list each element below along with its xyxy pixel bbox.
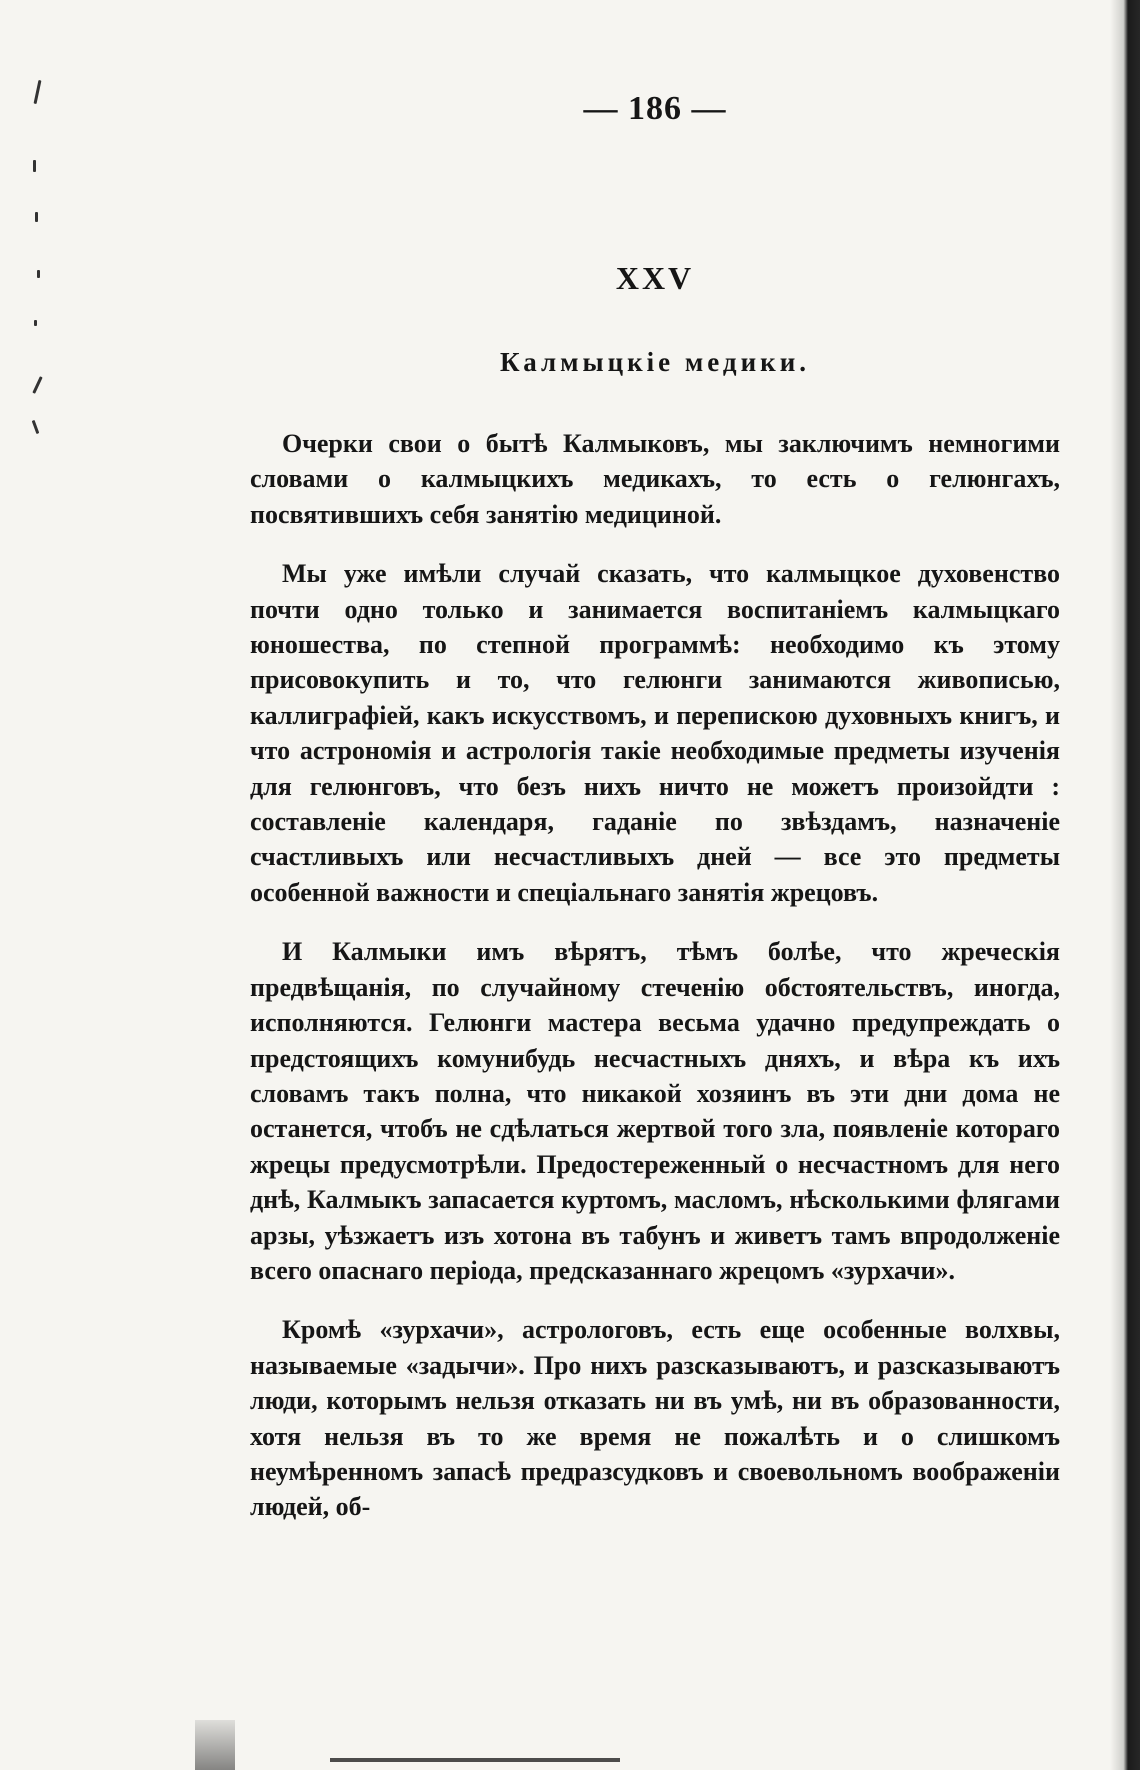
page-text: [250, 90, 1060, 1549]
paragraph: Мы уже имѣли случай сказать, что калмыцкое духовенство почти одно только и занимается воспитаніемъ калмыцкаго юношества, по степной программѣ: необходимо къ этому присовокупить и то, что гелюнги занимаются живописью, каллиграфіей, какъ искусствомъ, и перепискою духовныхъ книгъ, и что астрономія и астрологія такіе необходимые предметы изученія для гелюнговъ, что безъ нихъ ничто не можетъ произойдти : составленіе календаря, гаданіе по звѣздамъ, назначеніе счастливыхъ или несчастливыхъ дней — все это предметы особенной важности и спеціальнаго занятія жрецовъ.: [250, 559, 1060, 907]
chapter-number: XXV: [615, 260, 695, 296]
speck: [32, 420, 40, 434]
paragraph: И Калмыки имъ вѣрятъ, тѣмъ болѣе, что жреческія предвѣщанія, по случайному стеченію обстоятельствъ, иногда, исполняются. Гелюнги мастера весьма удачно предупреждать о предстоящихъ комунибудь несчастныхъ дняхъ, и вѣра къ ихъ словамъ такъ полна, что никакой хозяинъ въ эти дни дома не останется, чтобъ не сдѣлаться жертвой того зла, появленіе котораго жрецы предусмотрѣли. Предостереженный о несчастномъ для него днѣ, Калмыкъ запасается куртомъ, масломъ, нѣсколькими флягами арзы, уѣзжаетъ изъ хотона въ табунъ и живетъ тамъ впродолженіе всего опаснаго періода, предсказаннаго жрецомъ «зурхачи».: [250, 937, 1060, 1285]
page-number: — 186 —: [583, 90, 727, 127]
speck: [35, 212, 38, 222]
chapter-title: Калмыцкіе медики.: [499, 347, 811, 377]
left-margin-specks: [28, 80, 48, 440]
scan-dark-edge: [1110, 0, 1140, 1770]
bottom-scan-smudge: [195, 1720, 235, 1770]
speck: [33, 160, 36, 172]
speck: [37, 270, 40, 278]
speck: [32, 376, 42, 394]
speck: [34, 80, 42, 104]
paragraph: Очерки свои о бытѣ Калмыковъ, мы заключимъ немногими словами о калмыцкихъ медикахъ, то есть о гелюнгахъ, посвятившихъ себя занятію медициной.: [250, 429, 1060, 529]
speck: [34, 320, 37, 326]
bottom-scan-rule: [330, 1758, 620, 1762]
paragraph: Кромѣ «зурхачи», астрологовъ, есть еще особенные волхвы, называемые «задычи». Про нихъ разсказываютъ, и разсказываютъ люди, которымъ нельзя отказать ни въ умѣ, ни въ образованности, хотя нельзя въ то же время не пожалѣть и о слишкомъ неумѣренномъ запасѣ предразсудковъ и своевольномъ воображеніи людей, об-: [250, 1315, 1060, 1522]
